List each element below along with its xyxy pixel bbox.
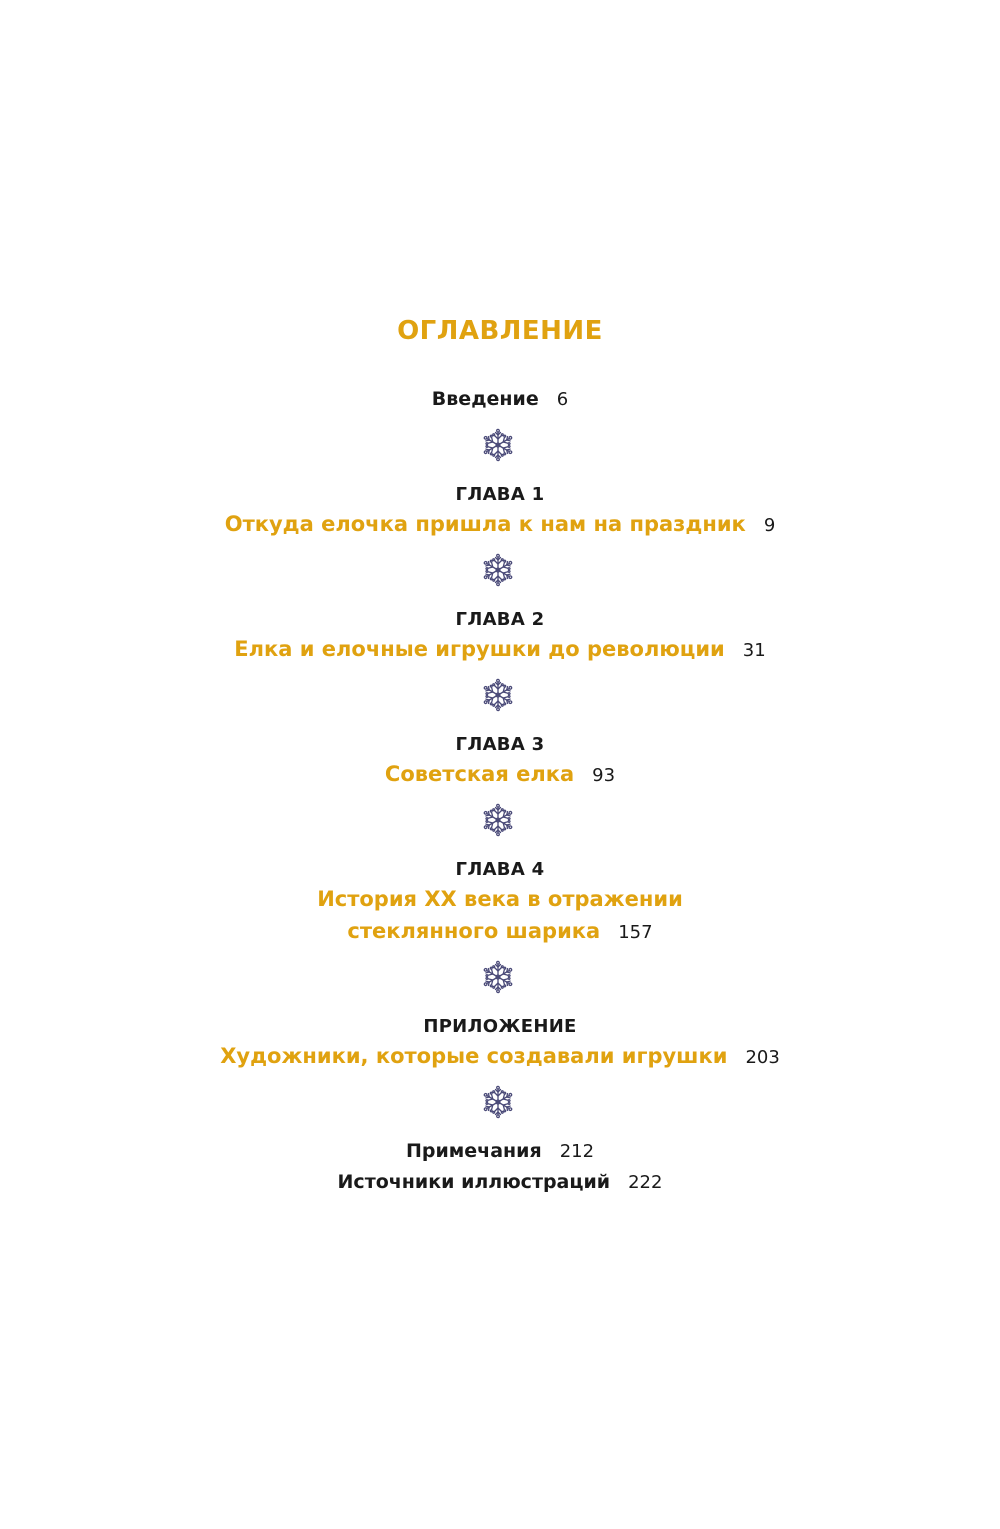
toc-entry-notes[interactable] [0, 1140, 1000, 1162]
chapter-1-title: Откуда елочка пришла к нам на праздник [224, 512, 746, 536]
chapter-2-label: ГЛАВА 2 [455, 609, 545, 630]
toc-entry-intro[interactable] [0, 388, 1000, 410]
snowflake-icon [481, 960, 515, 994]
notes-page: 212 [559, 1141, 595, 1162]
chapter-1-page: 9 [763, 515, 776, 536]
snowflake-icon [481, 803, 515, 837]
appendix-label: ПРИЛОЖЕНИЕ [423, 1016, 577, 1037]
chapter-3-label: ГЛАВА 3 [455, 734, 545, 755]
snowflake-icon [481, 678, 515, 712]
toc-title: ОГЛАВЛЕНИЕ [397, 316, 603, 346]
chapter-3-page: 93 [592, 765, 616, 786]
snowflake-icon [481, 428, 515, 462]
chapter-3-title: Советская елка [384, 762, 575, 786]
toc-entry-chapter-2[interactable] [0, 637, 1000, 661]
snowflake-icon [481, 553, 515, 587]
sources-label: Источники иллюстраций [337, 1171, 611, 1193]
chapter-4-title-line-1[interactable]: История XX века в отражении [317, 887, 683, 911]
chapter-1-label: ГЛАВА 1 [455, 484, 545, 505]
chapter-2-page: 31 [742, 640, 766, 661]
chapter-4-title-line-2: стеклянного шарика [347, 919, 601, 943]
intro-page: 6 [556, 389, 569, 410]
chapter-4-page: 157 [618, 922, 653, 943]
toc-entry-appendix[interactable] [0, 1044, 1000, 1068]
snowflake-icon [481, 1085, 515, 1119]
sources-page: 222 [628, 1172, 663, 1193]
appendix-title: Художники, которые создавали игрушки [220, 1044, 728, 1068]
appendix-page: 203 [745, 1047, 780, 1068]
chapter-4-label: ГЛАВА 4 [455, 859, 545, 880]
chapter-2-title: Елка и елочные игрушки до революции [234, 637, 725, 661]
toc-entry-sources[interactable] [0, 1171, 1000, 1193]
toc-entry-chapter-1[interactable] [0, 512, 1000, 536]
notes-label: Примечания [405, 1140, 542, 1162]
intro-label: Введение [431, 388, 539, 410]
toc-entry-chapter-4[interactable] [0, 919, 1000, 943]
toc-entry-chapter-3[interactable] [0, 762, 1000, 786]
